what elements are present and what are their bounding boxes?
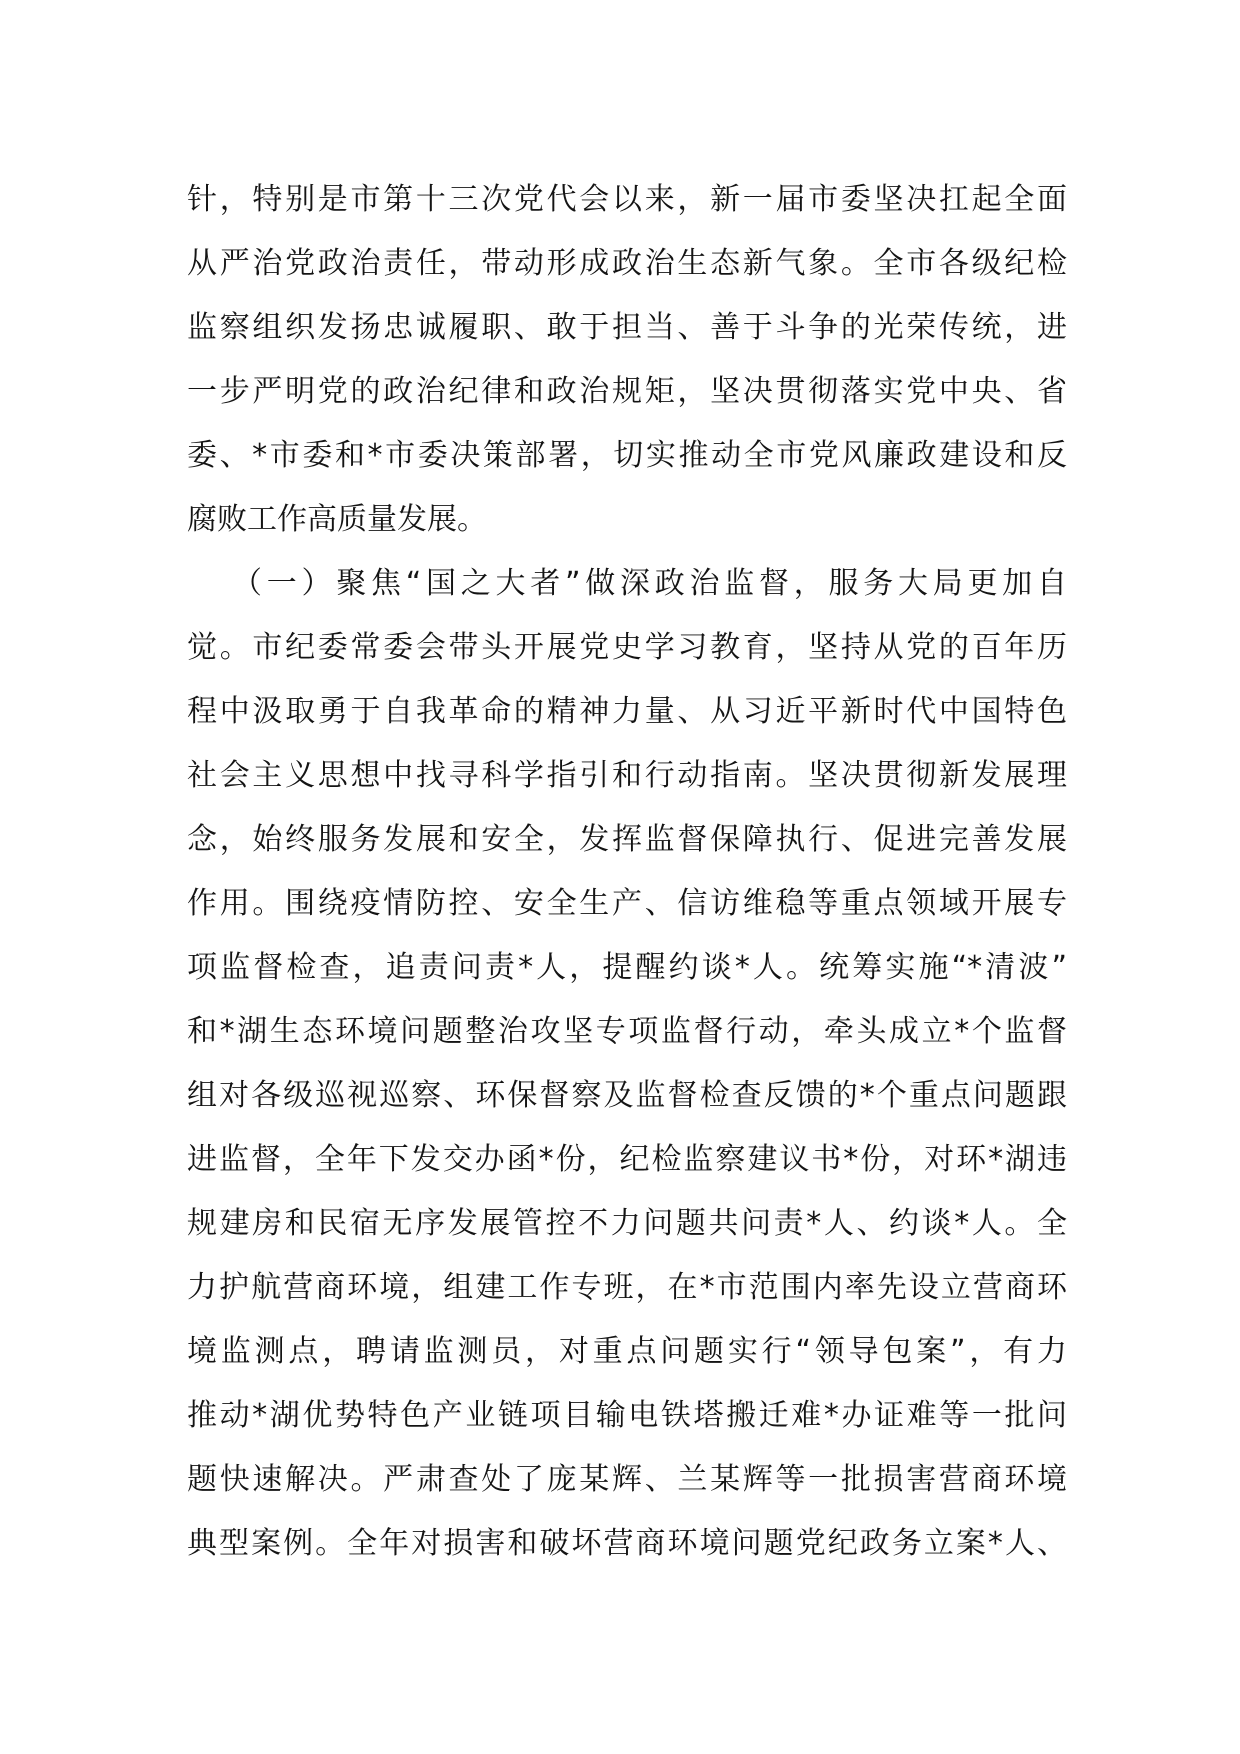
text-line: 腐败工作高质量发展。: [187, 502, 487, 537]
text-line: 典型案例。全年对损害和破坏营商环境问题党纪政务立案*人、: [187, 1526, 1067, 1561]
text-line: 一步严明党的政治纪律和政治规矩，坚决贯彻落实党中央、省: [187, 374, 1067, 409]
text-line: 规建房和民宿无序发展管控不力问题共问责*人、约谈*人。全: [187, 1206, 1067, 1241]
text-line: 程中汲取勇于自我革命的精神力量、从习近平新时代中国特色: [187, 694, 1067, 729]
body-text: [187, 168, 1067, 1576]
text-line: 委、*市委和*市委决策部署，切实推动全市党风廉政建设和反: [187, 438, 1067, 473]
text-line: 念，始终服务发展和安全，发挥监督保障执行、促进完善发展: [187, 822, 1067, 857]
text-line: 针，特别是市第十三次党代会以来，新一届市委坚决扛起全面: [187, 182, 1067, 217]
text-line: 社会主义思想中找寻科学指引和行动指南。坚决贯彻新发展理: [187, 758, 1067, 793]
text-line: 从严治党政治责任，带动形成政治生态新气象。全市各级纪检: [187, 246, 1067, 281]
text-line: 和*湖生态环境问题整治攻坚专项监督行动，牵头成立*个监督: [187, 1014, 1067, 1049]
text-line: 推动*湖优势特色产业链项目输电铁塔搬迁难*办证难等一批问: [187, 1398, 1067, 1433]
text-line: 作用。围绕疫情防控、安全生产、信访维稳等重点领域开展专: [187, 886, 1067, 921]
text-line: 觉。市纪委常委会带头开展党史学习教育，坚持从党的百年历: [187, 630, 1067, 665]
text-line: 境监测点，聘请监测员，对重点问题实行“领导包案”，有力: [187, 1334, 1067, 1369]
text-line: 组对各级巡视巡察、环保督察及监督检查反馈的*个重点问题跟: [187, 1078, 1067, 1113]
section-heading-line: （一）聚焦“国之大者”做深政治监督，服务大局更加自: [232, 566, 1067, 601]
text-line: 力护航营商环境，组建工作专班，在*市范围内率先设立营商环: [187, 1270, 1067, 1305]
text-line: 题快速解决。严肃查处了庞某辉、兰某辉等一批损害营商环境: [187, 1462, 1067, 1497]
text-line: 项监督检查，追责问责*人，提醒约谈*人。统筹实施“*清波”: [187, 950, 1067, 985]
text-line: 进监督，全年下发交办函*份，纪检监察建议书*份，对环*湖违: [187, 1142, 1067, 1177]
text-line: 监察组织发扬忠诚履职、敢于担当、善于斗争的光荣传统，进: [187, 310, 1067, 345]
